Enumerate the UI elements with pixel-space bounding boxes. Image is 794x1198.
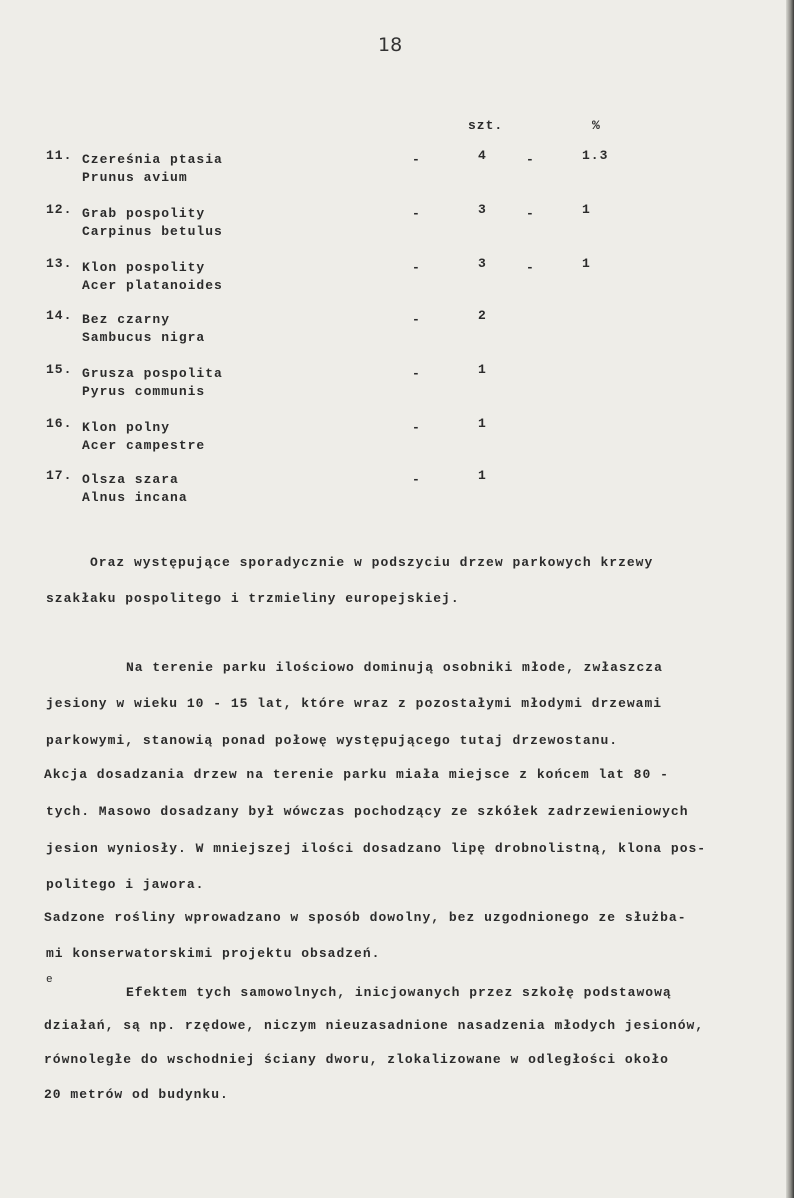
- latin-name: Acer platanoides: [82, 278, 223, 293]
- item-number: 15.: [46, 362, 73, 377]
- column-header-percent: %: [592, 118, 601, 133]
- percent-value: 1.3: [582, 148, 609, 163]
- latin-name: Pyrus communis: [82, 384, 206, 399]
- polish-name: Olsza szara: [82, 472, 179, 487]
- paragraph-line: politego i jawora.: [46, 877, 205, 892]
- list-item: [46, 202, 646, 242]
- paragraph-line: tych. Masowo dosadzany był wówczas pochodzący ze szkółek zadrzewieniowych: [46, 804, 689, 819]
- paragraph-line: jesion wyniosły. W mniejszej ilości dosadzano lipę drobnolistną, klona pos-: [46, 841, 707, 856]
- dash: -: [412, 312, 421, 327]
- dash: -: [412, 206, 421, 221]
- polish-name: Klon polny: [82, 420, 171, 435]
- paragraph-line: Efektem tych samowolnych, inicjowanych przez szkołę podstawową: [126, 985, 672, 1000]
- paragraph-line: szakłaku pospolitego i trzmieliny europejskiej.: [46, 591, 460, 606]
- polish-name: Czereśnia ptasia: [82, 152, 223, 167]
- list-item: [46, 468, 646, 508]
- count-value: 3: [478, 256, 487, 271]
- item-number: 13.: [46, 256, 73, 271]
- polish-name: Grab pospolity: [82, 206, 206, 221]
- list-item: [46, 362, 646, 402]
- paragraph-line: Oraz występujące sporadycznie w podszyciu drzew parkowych krzewy: [90, 555, 654, 570]
- margin-mark: e: [46, 974, 54, 986]
- paragraph-line: Akcja dosadzania drzew na terenie parku miała miejsce z końcem lat 80 -: [44, 767, 669, 782]
- count-value: 1: [478, 468, 487, 483]
- item-number: 16.: [46, 416, 73, 431]
- item-number: 17.: [46, 468, 73, 483]
- dash: -: [526, 152, 535, 167]
- item-number: 14.: [46, 308, 73, 323]
- count-value: 2: [478, 308, 487, 323]
- count-value: 1: [478, 416, 487, 431]
- item-number: 12.: [46, 202, 73, 217]
- paragraph-line: 20 metrów od budynku.: [44, 1087, 229, 1102]
- latin-name: Prunus avium: [82, 170, 188, 185]
- dash: -: [412, 366, 421, 381]
- paragraph-line: Na terenie parku ilościowo dominują osobniki młode, zwłaszcza: [126, 660, 663, 675]
- paragraph-line: działań, są np. rzędowe, niczym nieuzasadnione nasadzenia młodych jesionów,: [44, 1018, 705, 1033]
- item-number: 11.: [46, 148, 73, 163]
- paragraph-line: równoległe do wschodniej ściany dworu, zlokalizowane w odległości około: [44, 1052, 669, 1067]
- column-header-count: szt.: [468, 118, 504, 133]
- paragraph-line: Sadzone rośliny wprowadzano w sposób dowolny, bez uzgodnionego ze służba-: [44, 910, 687, 925]
- paragraph-line: jesiony w wieku 10 - 15 lat, które wraz z pozostałymi młodymi drzewami: [46, 696, 663, 711]
- count-value: 3: [478, 202, 487, 217]
- paragraph-line: parkowymi, stanowią ponad połowę występującego tutaj drzewostanu.: [46, 733, 619, 748]
- count-value: 1: [478, 362, 487, 377]
- dash: -: [526, 206, 535, 221]
- polish-name: Bez czarny: [82, 312, 171, 327]
- latin-name: Sambucus nigra: [82, 330, 206, 345]
- list-item: [46, 416, 646, 456]
- latin-name: Acer campestre: [82, 438, 206, 453]
- polish-name: Klon pospolity: [82, 260, 206, 275]
- latin-name: Carpinus betulus: [82, 224, 223, 239]
- list-item: [46, 256, 646, 296]
- dash: -: [412, 420, 421, 435]
- latin-name: Alnus incana: [82, 490, 188, 505]
- paragraph-line: mi konserwatorskimi projektu obsadzeń.: [46, 946, 381, 961]
- list-item: [46, 148, 646, 188]
- dash: -: [412, 472, 421, 487]
- polish-name: Grusza pospolita: [82, 366, 223, 381]
- dash: -: [412, 152, 421, 167]
- count-value: 4: [478, 148, 487, 163]
- list-item: [46, 308, 646, 348]
- scan-edge: [786, 0, 794, 1198]
- percent-value: 1: [582, 202, 591, 217]
- percent-value: 1: [582, 256, 591, 271]
- dash: -: [526, 260, 535, 275]
- dash: -: [412, 260, 421, 275]
- page-number: 18: [378, 34, 403, 56]
